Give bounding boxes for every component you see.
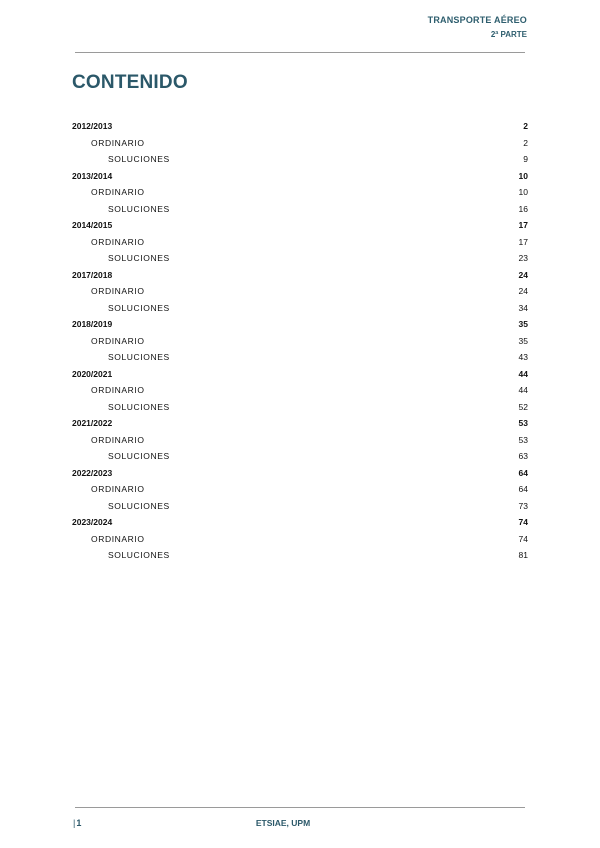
table-of-contents xyxy=(72,118,528,564)
toc-entry-label: 2012/2013 xyxy=(72,121,113,132)
toc-entry-page: 23 xyxy=(518,253,528,264)
toc-entry-label: SOLUCIONES xyxy=(108,352,170,363)
toc-entry-label: 2020/2021 xyxy=(72,368,113,379)
toc-entry-page: 74 xyxy=(518,533,528,544)
toc-entry-level-3[interactable] xyxy=(72,250,528,267)
toc-entry-page: 81 xyxy=(518,550,528,561)
toc-entry-page: 17 xyxy=(518,236,528,247)
toc-entry-label: 2023/2024 xyxy=(72,517,113,528)
document-title: TRANSPORTE AÉREO xyxy=(427,15,527,25)
footer-divider xyxy=(75,807,525,808)
toc-entry-level-3[interactable] xyxy=(72,448,528,465)
toc-entry-level-3[interactable] xyxy=(72,349,528,366)
toc-entry-label: ORDINARIO xyxy=(91,236,145,247)
toc-heading: CONTENIDO xyxy=(72,72,188,93)
toc-entry-level-2[interactable] xyxy=(72,283,528,300)
toc-entry-level-2[interactable] xyxy=(72,234,528,251)
toc-entry-label: 2022/2023 xyxy=(72,467,113,478)
toc-entry-level-1[interactable] xyxy=(72,168,528,185)
toc-entry-level-3[interactable] xyxy=(72,498,528,515)
toc-entry-label: SOLUCIONES xyxy=(108,451,170,462)
toc-entry-page: 64 xyxy=(518,484,528,495)
toc-entry-level-3[interactable] xyxy=(72,201,528,218)
toc-entry-level-3[interactable] xyxy=(72,399,528,416)
toc-entry-label: ORDINARIO xyxy=(91,137,145,148)
toc-entry-label: SOLUCIONES xyxy=(108,253,170,264)
toc-entry-label: ORDINARIO xyxy=(91,286,145,297)
header-divider xyxy=(75,52,525,53)
toc-entry-level-3[interactable] xyxy=(72,151,528,168)
toc-entry-label: 2013/2014 xyxy=(72,170,113,181)
toc-entry-level-2[interactable] xyxy=(72,333,528,350)
toc-entry-page: 63 xyxy=(518,451,528,462)
page-number: 1 xyxy=(76,818,82,828)
toc-entry-level-3[interactable] xyxy=(72,547,528,564)
toc-entry-level-1[interactable] xyxy=(72,415,528,432)
toc-entry-page: 10 xyxy=(518,170,528,181)
toc-entry-label: ORDINARIO xyxy=(91,434,145,445)
toc-entry-page: 53 xyxy=(518,434,528,445)
footer-separator: | xyxy=(73,818,76,828)
toc-entry-page: 34 xyxy=(518,302,528,313)
toc-entry-level-2[interactable] xyxy=(72,432,528,449)
toc-entry-level-2[interactable] xyxy=(72,184,528,201)
toc-entry-page: 17 xyxy=(518,220,528,231)
toc-entry-label: ORDINARIO xyxy=(91,335,145,346)
toc-entry-label: 2014/2015 xyxy=(72,220,113,231)
footer-institution: ETSIAE, UPM xyxy=(255,818,311,828)
toc-entry-level-1[interactable] xyxy=(72,366,528,383)
toc-entry-level-1[interactable] xyxy=(72,267,528,284)
toc-entry-label: SOLUCIONES xyxy=(108,154,170,165)
toc-entry-page: 16 xyxy=(518,203,528,214)
toc-entry-level-2[interactable] xyxy=(72,382,528,399)
toc-entry-page: 53 xyxy=(518,418,528,429)
toc-entry-page: 44 xyxy=(518,368,528,379)
toc-entry-page: 43 xyxy=(518,352,528,363)
toc-entry-page: 2 xyxy=(523,121,528,132)
toc-entry-level-1[interactable] xyxy=(72,316,528,333)
toc-entry-level-1[interactable] xyxy=(72,217,528,234)
toc-entry-page: 64 xyxy=(518,467,528,478)
toc-entry-page: 52 xyxy=(518,401,528,412)
toc-entry-label: SOLUCIONES xyxy=(108,401,170,412)
toc-entry-page: 2 xyxy=(523,137,528,148)
toc-entry-label: SOLUCIONES xyxy=(108,550,170,561)
toc-entry-label: ORDINARIO xyxy=(91,484,145,495)
toc-entry-page: 10 xyxy=(518,187,528,198)
toc-entry-level-2[interactable] xyxy=(72,481,528,498)
toc-entry-level-3[interactable] xyxy=(72,300,528,317)
toc-entry-level-2[interactable] xyxy=(72,135,528,152)
toc-entry-level-2[interactable] xyxy=(72,531,528,548)
toc-entry-level-1[interactable] xyxy=(72,465,528,482)
toc-entry-page: 9 xyxy=(523,154,528,165)
toc-entry-page: 74 xyxy=(518,517,528,528)
toc-entry-level-1[interactable] xyxy=(72,514,528,531)
toc-entry-page: 35 xyxy=(518,335,528,346)
toc-entry-label: 2018/2019 xyxy=(72,319,113,330)
toc-entry-label: ORDINARIO xyxy=(91,533,145,544)
toc-entry-page: 73 xyxy=(518,500,528,511)
toc-entry-label: SOLUCIONES xyxy=(108,203,170,214)
toc-entry-label: 2021/2022 xyxy=(72,418,113,429)
toc-entry-page: 24 xyxy=(518,286,528,297)
toc-entry-level-1[interactable] xyxy=(72,118,528,135)
toc-entry-label: ORDINARIO xyxy=(91,187,145,198)
toc-entry-label: ORDINARIO xyxy=(91,385,145,396)
toc-entry-page: 44 xyxy=(518,385,528,396)
toc-entry-page: 24 xyxy=(518,269,528,280)
toc-entry-label: SOLUCIONES xyxy=(108,500,170,511)
toc-entry-label: 2017/2018 xyxy=(72,269,113,280)
document-subtitle: 2ª PARTE xyxy=(490,30,527,39)
toc-entry-page: 35 xyxy=(518,319,528,330)
toc-entry-label: SOLUCIONES xyxy=(108,302,170,313)
